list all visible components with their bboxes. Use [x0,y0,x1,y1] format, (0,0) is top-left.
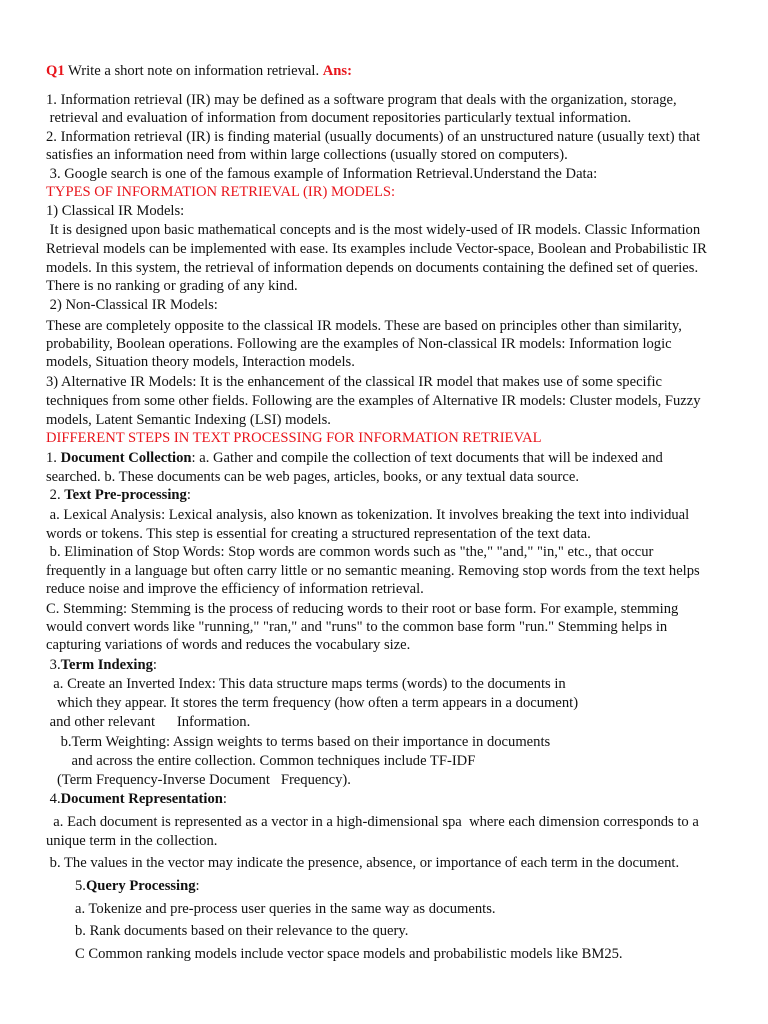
step-heading-line [75,877,200,895]
paragraph-line: Retrieval models can be implemented with ease. Its examples include Vector-space, Boolean and Probabilistic IR [46,241,707,257]
paragraph-line: techniques from some other fields. Following are the examples of Alternative IR models: Cluster models, Fuzzy [46,393,701,409]
question-line [46,62,352,80]
step-text: : [186,487,191,503]
paragraph-line: capturing variations of words and reduces the vocabulary size. [46,637,411,653]
step-title: Query Processing [85,878,196,894]
paragraph-line: 3) Alternative IR Models: It is the enhancement of the classical IR model that makes use of some specific [46,374,663,390]
paragraph-line: unique term in the collection. [46,833,218,849]
paragraph-line: b. Rank documents based on their relevance to the query. [75,923,409,939]
paragraph-line: probability, Boolean operations. Following are the examples of Non-classical IR models: Information logic [46,336,672,352]
step-number: 5. [75,878,86,894]
step-text: : [152,657,157,673]
paragraph-line: b.Term Weighting: Assign weights to terms based on their importance in documents [46,734,551,750]
section-heading: TYPES OF INFORMATION RETRIEVAL (IR) MODELS: [46,184,396,200]
step-heading-line [46,656,157,674]
step-title: Text Pre-processing [64,487,187,503]
paragraph-line: words or tokens. This step is essential for creating a structured representation of the text data. [46,526,591,542]
answer-label: Ans: [322,63,352,79]
step-number: 4. [46,791,61,807]
paragraph-line: (Term Frequency-Inverse Document Frequency). [46,772,351,788]
paragraph-line: satisfies an information need from within large collections (usually stored on computers). [46,147,568,163]
paragraph-line: would convert words like "running," "ran," and "runs" to the common base form "run." Stemming helps in [46,619,668,635]
paragraph-line: models. In this system, the retrieval of information depends on documents containing the defined set of queries. [46,260,699,276]
paragraph-line: a. Lexical Analysis: Lexical analysis, also known as tokenization. It involves breaking the text into individual [46,507,690,523]
question-label: Q1 [46,63,65,79]
paragraph-line: a. Each document is represented as a vector in a high-dimensional spa where each dimension corresponds to a [46,814,699,830]
paragraph-line: 3. Google search is one of the famous example of Information Retrieval.Understand the Data: [46,166,598,182]
step-title: Document Collection [60,450,192,466]
question-text: Write a short note on information retrieval. [64,63,323,79]
step-text: : [195,878,200,894]
section-heading: DIFFERENT STEPS IN TEXT PROCESSING FOR INFORMATION RETRIEVAL [46,430,542,446]
paragraph-line: 1. Information retrieval (IR) may be defined as a software program that deals with the organization, storage, [46,92,677,108]
paragraph-line: and other relevant Information. [46,714,251,730]
paragraph-line: These are completely opposite to the classical IR models. These are based on principles other than similarity, [46,318,682,334]
paragraph-line: b. Elimination of Stop Words: Stop words are common words such as "the," "and," "in," etc., that occur [46,544,654,560]
paragraph-line: reduce noise and improve the efficiency of information retrieval. [46,581,424,597]
paragraph-line: b. The values in the vector may indicate the presence, absence, or importance of each term in the document. [46,855,680,871]
step-heading-line [46,449,663,467]
paragraph-line: retrieval and evaluation of information from document repositories particularly textual information. [46,110,632,126]
step-title: Document Representation [60,791,223,807]
step-title: Term Indexing [60,657,153,673]
paragraph-line: a. Tokenize and pre-process user queries in the same way as documents. [75,901,496,917]
paragraph-line: a. Create an Inverted Index: This data structure maps terms (words) to the documents in [46,676,566,692]
step-text: : [222,791,227,807]
paragraph-line: and across the entire collection. Common techniques include TF-IDF [46,753,476,769]
paragraph-line: models, Latent Semantic Indexing (LSI) models. [46,412,331,428]
paragraph-line: models, Situation theory models, Interaction models. [46,354,355,370]
paragraph-line: 2. Information retrieval (IR) is finding material (usually documents) of an unstructured nature (usually text) that [46,129,701,145]
step-heading-line [46,790,227,808]
step-number: 3. [46,657,61,673]
paragraph-line: 2) Non-Classical IR Models: [46,297,218,313]
paragraph-line: C. Stemming: Stemming is the process of reducing words to their root or base form. For example, stemming [46,601,679,617]
step-heading-line [46,486,191,504]
step-number: 1. [46,450,61,466]
step-number: 2. [46,487,65,503]
paragraph-line: 1) Classical IR Models: [46,203,185,219]
paragraph-line: which they appear. It stores the term frequency (how often a term appears in a document) [46,695,579,711]
paragraph-line: It is designed upon basic mathematical concepts and is the most widely-used of IR models. Classic Information [46,222,701,238]
paragraph-line: frequently in a language but often carry little or no semantic meaning. Removing stop words from the text helps [46,563,700,579]
paragraph-line: There is no ranking or grading of any kind. [46,278,298,294]
paragraph-line: C Common ranking models include vector space models and probabilistic models like BM25. [75,946,623,962]
step-text: : a. Gather and compile the collection of text documents that will be indexed and [191,450,663,466]
paragraph-line: searched. b. These documents can be web pages, articles, books, or any textual data source. [46,469,580,485]
